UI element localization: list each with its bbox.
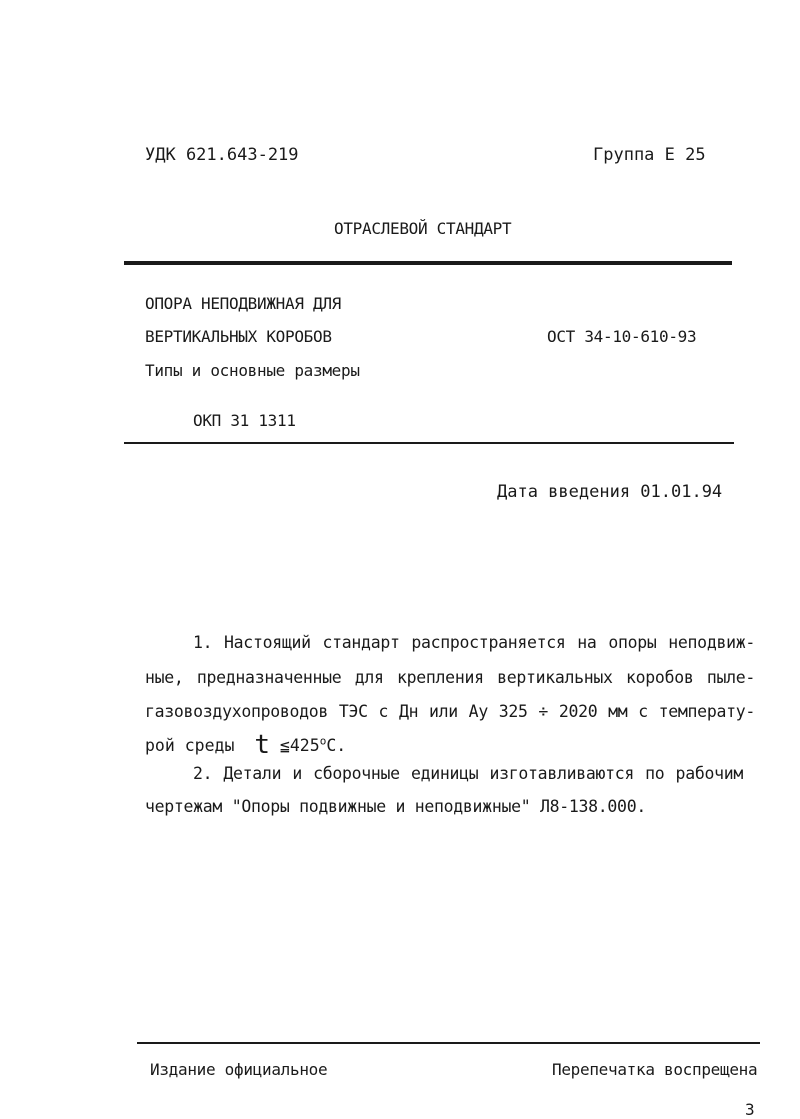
footer-official-edition: Издание официальное — [150, 1060, 328, 1079]
paragraph-1-line-2: ные, предназначенные для крепления вертикальных коробов пыле- — [145, 668, 755, 687]
top-divider — [124, 261, 732, 265]
paragraph-2-line-1: 2. Детали и сборочные единицы изготавливаются по рабочим — [193, 764, 743, 783]
temperature-unit: С. — [326, 736, 347, 755]
degree-sign: о — [319, 734, 327, 748]
title-divider — [124, 442, 734, 444]
title-line-1: ОПОРА НЕПОДВИЖНАЯ ДЛЯ — [145, 294, 341, 313]
group-code: Группа Е 25 — [593, 145, 706, 165]
document-category: ОТРАСЛЕВОЙ СТАНДАРТ — [334, 219, 512, 238]
paragraph-1-line-4 — [145, 730, 346, 760]
paragraph-2-line-2: чертежам "Опоры подвижные и неподвижные" Л8-138.000. — [145, 797, 646, 816]
okp-code: ОКП 31 1311 — [193, 411, 296, 430]
temperature-variable: t — [254, 730, 270, 760]
paragraph-1-line-1: 1. Настоящий стандарт распространяется на опоры неподвиж- — [193, 633, 755, 652]
standard-designation: ОСТ 34-10-610-93 — [547, 327, 697, 346]
footer-reprint-prohibited: Перепечатка воспрещена — [552, 1060, 758, 1079]
temperature-limit: ≦425 — [279, 736, 320, 755]
udk-code: УДК 621.643-219 — [145, 145, 299, 165]
paragraph-1-line-3: газовоздухопроводов ТЭС с Дн или Ау 325 ÷ 2020 мм с температу- — [145, 702, 755, 721]
title-line-3: Типы и основные размеры — [145, 361, 360, 380]
footer-divider — [137, 1042, 760, 1044]
page-number: 3 — [745, 1100, 755, 1119]
paragraph-1-line-4-prefix: рой среды — [145, 736, 235, 755]
title-line-2: ВЕРТИКАЛЬНЫХ КОРОБОВ — [145, 327, 332, 346]
introduction-date: Дата введения 01.01.94 — [497, 482, 723, 502]
